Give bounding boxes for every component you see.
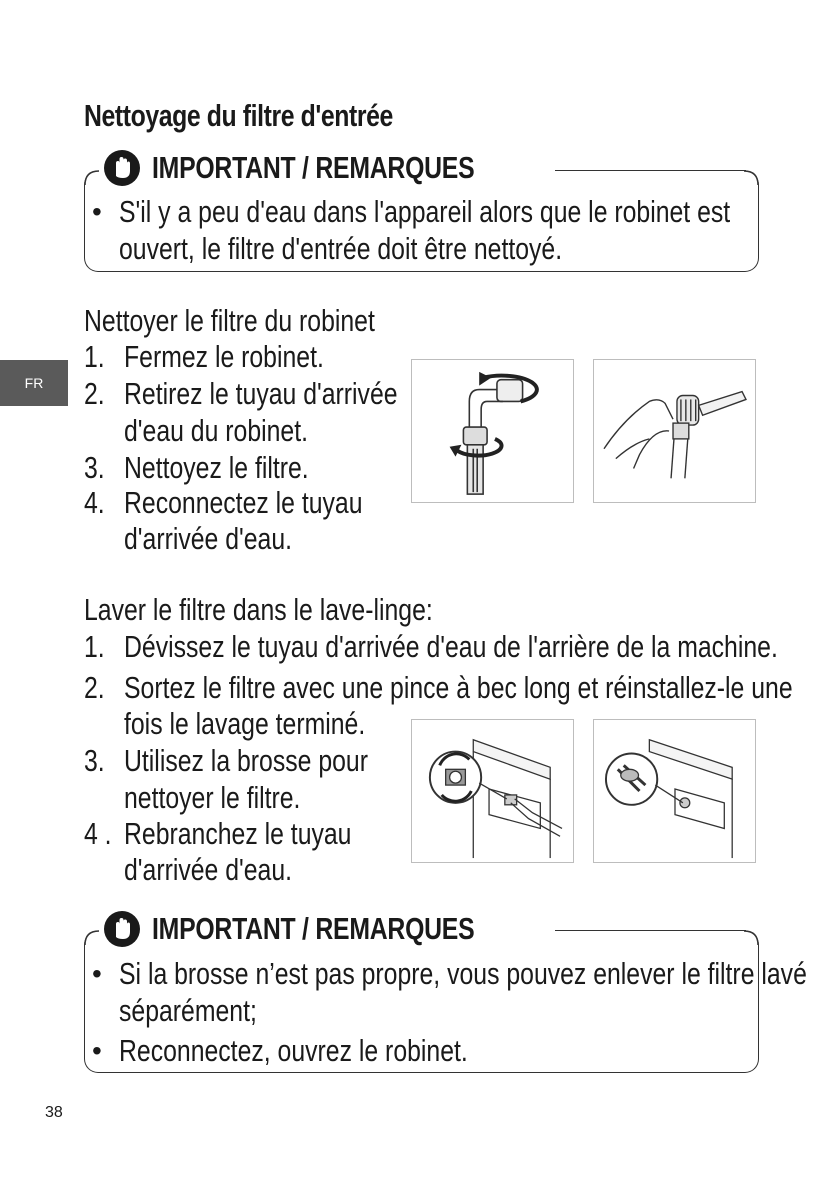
language-tab-label: FR — [24, 375, 44, 391]
note-2-item-2-line-1: Reconnectez, ouvrez le robinet. — [119, 1033, 468, 1068]
note-2-item-1-line-2: séparément; — [119, 993, 257, 1028]
section-1-step-1-text: Fermez le robinet. — [124, 339, 324, 374]
machine-back-hose-illustration — [411, 719, 574, 863]
language-tab — [0, 360, 68, 406]
section-1-title: Nettoyer le filtre du robinet — [84, 303, 375, 338]
note-2-bullet-2: • — [92, 1035, 102, 1066]
note-2-header — [104, 911, 555, 947]
hand-stop-icon — [104, 911, 140, 947]
section-2-step-3-line-1: Utilisez la brosse pour — [124, 743, 368, 778]
section-1-step-3-num: 3. — [84, 450, 105, 485]
section-1-step-4-line-2: d'arrivée d'eau. — [124, 521, 293, 556]
note-2-bullet-1: • — [92, 958, 102, 989]
section-2-step-2-num: 2. — [84, 670, 105, 705]
note-box-2-corner-right — [744, 930, 760, 946]
section-1-step-4-num: 4. — [84, 485, 105, 520]
brush-cleaning-filter-illustration — [593, 359, 756, 503]
section-2-step-1-text: Dévissez le tuyau d'arrivée d'eau de l'arrière de la machine. — [124, 629, 778, 664]
note-2-item-1-line-1: Si la brosse n’est pas propre, vous pouvez enlever le filtre lavé — [119, 956, 807, 991]
note-1-bullet-1: • — [92, 196, 102, 227]
note-1-header — [104, 150, 555, 186]
page-title: Nettoyage du filtre d'entrée — [84, 98, 393, 133]
section-2-step-2-line-1: Sortez le filtre avec une pince à bec long et réinstallez-le une — [124, 670, 793, 705]
section-2-step-2-line-2: fois le lavage terminé. — [124, 706, 366, 741]
tap-hose-illustration — [411, 359, 574, 503]
note-2-title: IMPORTANT / REMARQUES — [152, 911, 475, 946]
section-2-title: Laver le filtre dans le lave-linge: — [84, 592, 433, 627]
section-2-step-4-line-1: Rebranchez le tuyau — [124, 816, 352, 851]
section-2-step-4-num: 4 . — [84, 816, 112, 851]
section-1-step-4-line-1: Reconnectez le tuyau — [124, 485, 363, 520]
note-box-1-corner-right — [744, 170, 760, 186]
section-2-step-1-num: 1. — [84, 629, 105, 664]
section-1-step-2-line-2: d'eau du robinet. — [124, 413, 308, 448]
pliers-filter-illustration — [593, 719, 756, 863]
note-1-item-1-line-2: ouvert, le filtre d'entrée doit être nettoyé. — [119, 231, 563, 266]
section-2-step-3-num: 3. — [84, 743, 105, 778]
page-number: 38 — [45, 1104, 63, 1121]
section-2-step-4-line-2: d'arrivée d'eau. — [124, 852, 293, 887]
section-1-step-2-line-1: Retirez le tuyau d'arrivée — [124, 376, 398, 411]
note-box-2-corner — [84, 930, 100, 946]
note-1-item-1-line-1: S'il y a peu d'eau dans l'appareil alors que le robinet est — [119, 194, 731, 229]
section-1-step-1-num: 1. — [84, 339, 105, 374]
note-box-1-corner — [84, 170, 100, 186]
section-1-step-2-num: 2. — [84, 376, 105, 411]
note-1-title: IMPORTANT / REMARQUES — [152, 150, 475, 185]
section-1-step-3-text: Nettoyez le filtre. — [124, 450, 309, 485]
section-2-step-3-line-2: nettoyer le filtre. — [124, 780, 301, 815]
hand-stop-icon — [104, 150, 140, 186]
